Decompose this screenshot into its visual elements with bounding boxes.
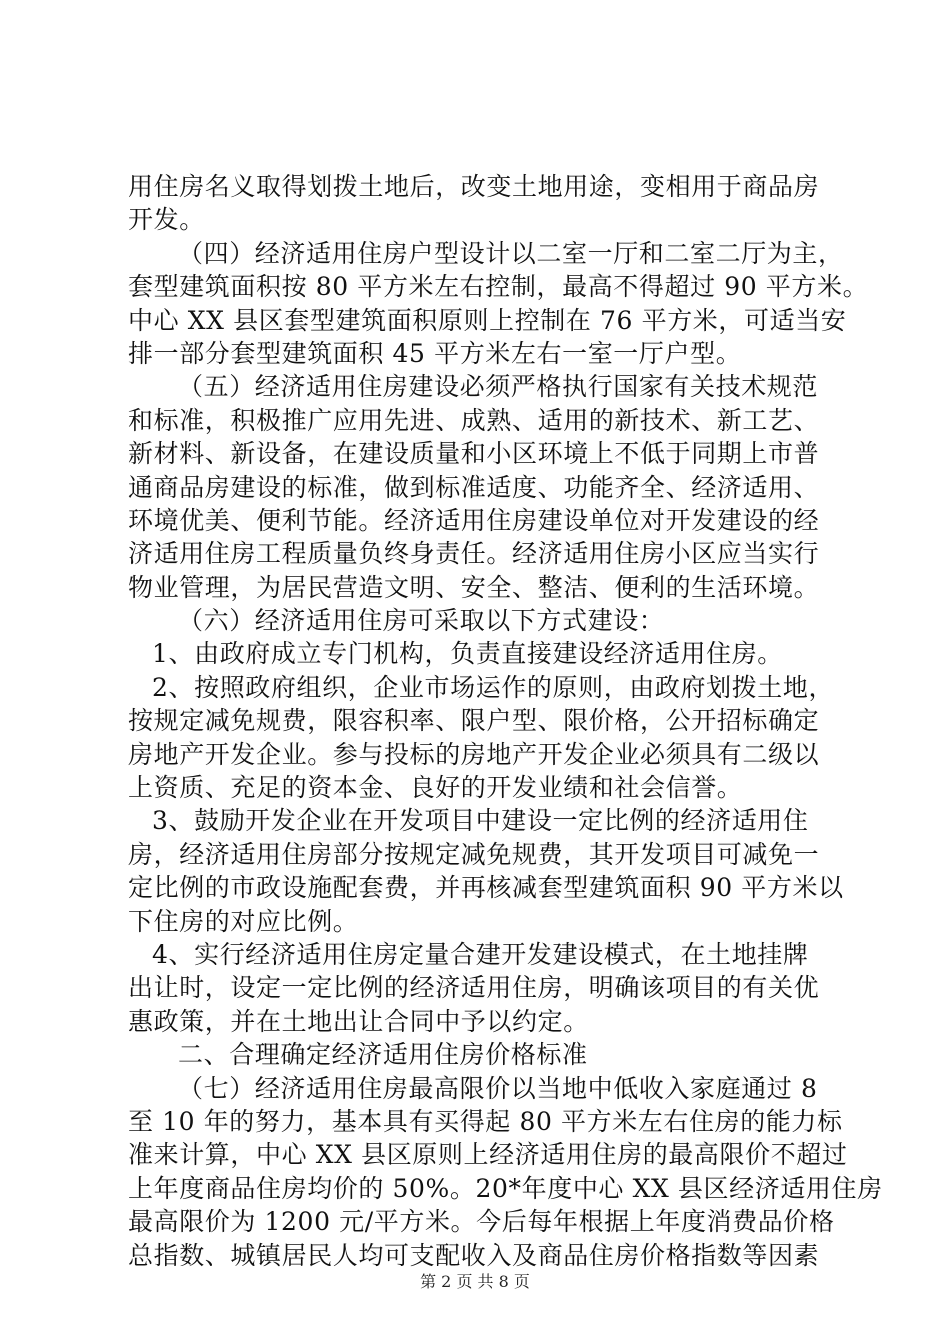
text-line: 定比例的市政设施配套费，并再核减套型建筑面积 90 平方米以 (128, 873, 844, 903)
text-line: 上年度商品住房均价的 50%。20*年度中心 XX 县区经济适用住房 (128, 1173, 883, 1203)
text-line: 2、按照政府组织，企业市场运作的原则，由政府划拨土地， (152, 672, 835, 702)
text-line: 按规定减免规费，限容积率、限户型、限价格，公开招标确定 (128, 706, 820, 736)
text-line: 1、由政府成立专门机构，负责直接建设经济适用住房。 (152, 639, 783, 669)
text-line: 上资质、充足的资本金、良好的开发业绩和社会信誉。 (128, 773, 743, 803)
text-line: 新材料、新设备，在建设质量和小区环境上不低于同期上市普 (128, 439, 820, 469)
text-line: 下住房的对应比例。 (128, 906, 359, 936)
text-line: 至 10 年的努力，基本具有买得起 80 平方米左右住房的能力标 (128, 1106, 843, 1136)
text-line: 和标准，积极推广应用先进、成熟、适用的新技术、新工艺、 (128, 405, 820, 435)
text-line: 用住房名义取得划拨土地后，改变土地用途，变相用于商品房 (128, 172, 820, 201)
text-line: 出让时，设定一定比例的经济适用住房，明确该项目的有关优 (128, 973, 820, 1003)
text-line: 惠政策，并在土地出让合同中予以约定。 (128, 1006, 589, 1036)
text-line: （五）经济适用住房建设必须严格执行国家有关技术规范 (178, 372, 819, 402)
text-line: 排一部分套型建筑面积 45 平方米左右一室一厅户型。 (128, 338, 742, 368)
text-line: 物业管理，为居民营造文明、安全、整洁、便利的生活环境。 (128, 572, 820, 602)
text-line: 中心 XX 县区套型建筑面积原则上控制在 76 平方米，可适当安 (128, 305, 847, 335)
text-line: 4、实行经济适用住房定量合建开发建设模式，在土地挂牌 (152, 939, 809, 969)
document-body (128, 170, 883, 1272)
text-line: 房，经济适用住房部分按规定减免规费，其开发项目可减免一 (128, 839, 820, 869)
page-footer: 第 2 页 共 8 页 (420, 1272, 530, 1291)
text-line: 通商品房建设的标准，做到标准适度、功能齐全、经济适用、 (128, 472, 820, 502)
text-line: 准来计算，中心 XX 县区原则上经济适用住房的最高限价不超过 (128, 1140, 848, 1170)
text-line: 济适用住房工程质量负终身责任。经济适用住房小区应当实行 (128, 539, 820, 569)
text-line: （六）经济适用住房可采取以下方式建设： (178, 606, 665, 636)
text-line: 套型建筑面积按 80 平方米左右控制，最高不得超过 90 平方米。 (128, 272, 869, 302)
text-line: 环境优美、便利节能。经济适用住房建设单位对开发建设的经 (128, 505, 820, 535)
text-line: 房地产开发企业。参与投标的房地产开发企业必须具有二级以 (128, 739, 820, 769)
text-line: 最高限价为 1200 元/平方米。今后每年根据上年度消费品价格 (128, 1207, 835, 1237)
text-line: 二、合理确定经济适用住房价格标准 (178, 1040, 588, 1070)
text-line: （七）经济适用住房最高限价以当地中低收入家庭通过 8 (178, 1073, 818, 1103)
text-line: 开发。 (128, 205, 205, 235)
text-line: （四）经济适用住房户型设计以二室一厅和二室二厅为主， (178, 238, 844, 268)
text-line: 3、鼓励开发企业在开发项目中建设一定比例的经济适用住 (152, 806, 809, 836)
text-line: 总指数、城镇居民人均可支配收入及商品住房价格指数等因素 (128, 1240, 820, 1270)
